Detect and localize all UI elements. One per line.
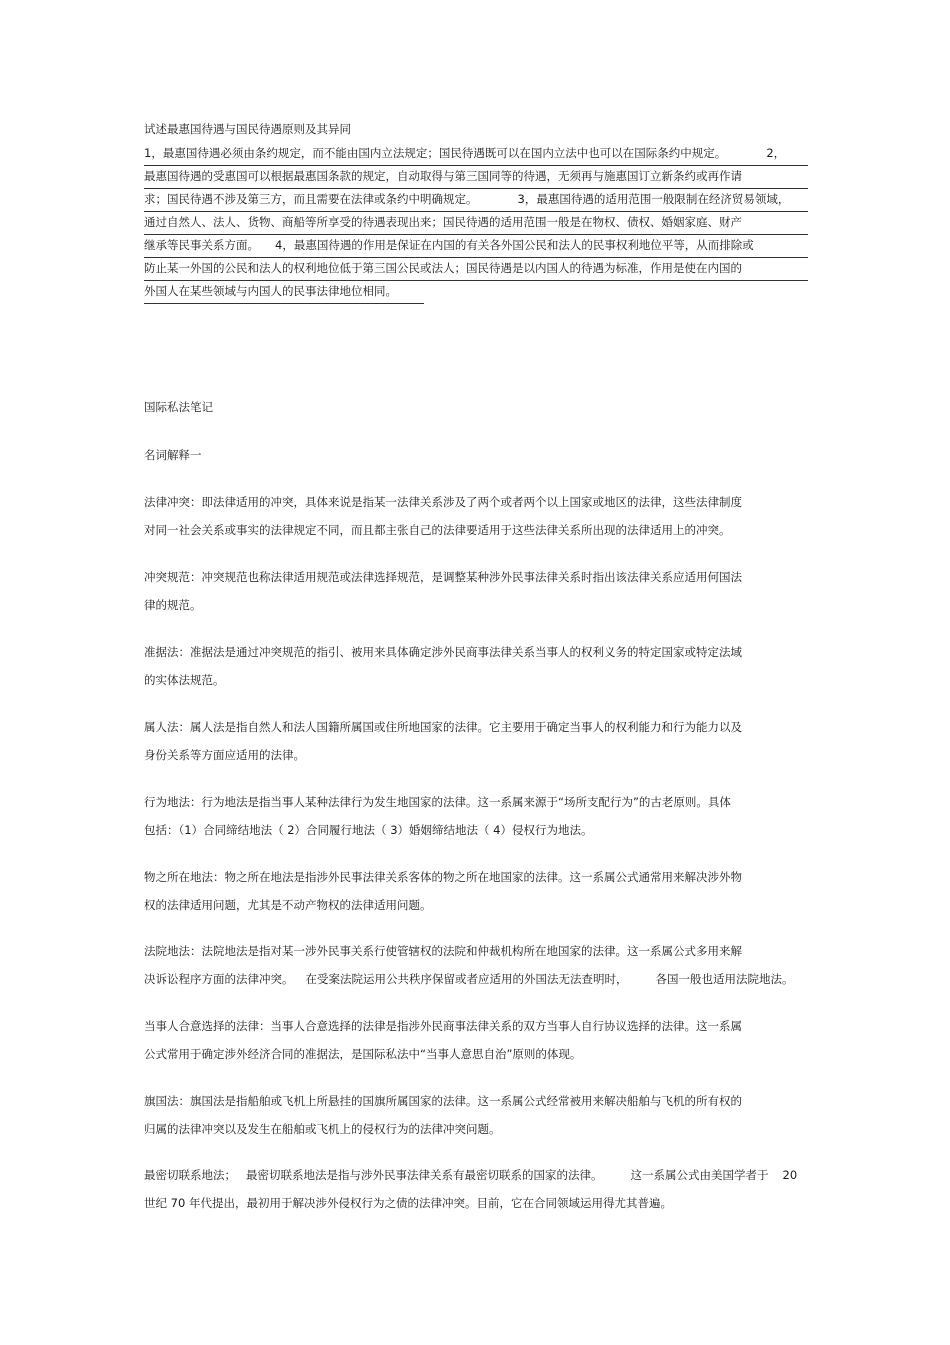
answer-line: 最惠国待遇的受惠国可以根据最惠国条款的规定，自动取得与第三国同等的待遇，无须再与施惠国订立新条约或再作请 bbox=[144, 166, 808, 189]
term-entry: 旗国法：旗国法是指船舶或飞机上所悬挂的国旗所属国家的法律。这一系属公式经常被用来解决船舶与飞机的所有权的 归属的法律冲突以及发生在船舶或飞机上的侵权行为的法律冲突问题。 bbox=[144, 1094, 742, 1136]
answer-line: 通过自然人、法人、货物、商船等所享受的待遇表现出来；国民待遇的适用范围一般是在物权、债权、婚姻家庭、财产 bbox=[144, 212, 808, 235]
answer-line: 1，最惠国待遇必须由条约规定，而不能由国内立法规定；国民待遇既可以在国内立法中也可以在国际条约中规定。 2， bbox=[144, 143, 808, 166]
notes-subheading: 名词解释一 bbox=[144, 448, 202, 462]
term-entry: 当事人合意选择的法律：当事人合意选择的法律是指涉外民商事法律关系的双方当事人自行协议选择的法律。这一系属 公式常用于确定涉外经济合同的准据法，是国际私法中“当事人意思自治”原则的体现。 bbox=[144, 1019, 742, 1061]
term-entry: 法律冲突：即法律适用的冲突，具体来说是指某一法律关系涉及了两个或者两个以上国家或地区的法律，这些法律制度 对同一社会关系或事实的法律规定不同，而且都主张自己的法律要适用于这些法律关系所出现的法律适用上的冲突。 bbox=[144, 495, 742, 537]
term-entry: 冲突规范：冲突规范也称法律适用规范或法律选择规范，是调整某种涉外民事法律关系时指出该法律关系应适用何国法 律的规范。 bbox=[144, 570, 742, 612]
answer-line: 求；国民待遇不涉及第三方，而且需要在法律或条约中明确规定。 3，最惠国待遇的适用范围一般限制在经济贸易领域， bbox=[144, 189, 808, 212]
answer-line: 继承等民事关系方面。 4，最惠国待遇的作用是保证在内国的有关各外国公民和法人的民事权利地位平等，从而排除或 bbox=[144, 235, 808, 258]
question-title: 试述最惠国待遇与国民待遇原则及其异同 bbox=[144, 122, 351, 136]
term-entry: 属人法：属人法是指自然人和法人国籍所属国或住所地国家的法律。它主要用于确定当事人的权利能力和行为能力以及 身份关系等方面应适用的法律。 bbox=[144, 720, 742, 762]
term-entry: 最密切联系地法； 最密切联系地法是指与涉外民事法律关系有最密切联系的国家的法律。 这一系属公式由美国学者于 20 世纪 70 年代提出，最初用于解决涉外侵权行为之债的法律冲突。目前，它在合同领域运用得尤其普遍。 bbox=[144, 1168, 798, 1210]
notes-heading: 国际私法笔记 bbox=[144, 400, 213, 414]
term-entry: 行为地法：行为地法是指当事人某种法律行为发生地国家的法律。这一系属来源于“场所支配行为”的古老原则。具体 包括：（1）合同缔结地法（ 2）合同履行地法（ 3）婚姻缔结地法（ 4）侵权行为地法。 bbox=[144, 795, 731, 837]
term-entry: 准据法：准据法是通过冲突规范的指引、被用来具体确定涉外民商事法律关系当事人的权利义务的特定国家或特定法域 的实体法规范。 bbox=[144, 645, 742, 687]
answer-line: 外国人在某些领域与内国人的民事法律地位相同。 bbox=[144, 281, 424, 304]
term-entry: 物之所在地法：物之所在地法是指涉外民事法律关系客体的物之所在地国家的法律。这一系属公式通常用来解决涉外物 权的法律适用问题，尤其是不动产物权的法律适用问题。 bbox=[144, 870, 742, 912]
term-entry: 法院地法：法院地法是指对某一涉外民事关系行使管辖权的法院和仲裁机构所在地国家的法律。这一系属公式多用来解 决诉讼程序方面的法律冲突。 在受案法院运用公共秩序保留或者应适用的外国法无法查明时， 各国一般也适用法院地法。 bbox=[144, 944, 794, 986]
question-answer bbox=[144, 143, 808, 304]
answer-line: 防止某一外国的公民和法人的权利地位低于第三国公民或法人；国民待遇是以内国人的待遇为标准，作用是使在内国的 bbox=[144, 258, 808, 281]
